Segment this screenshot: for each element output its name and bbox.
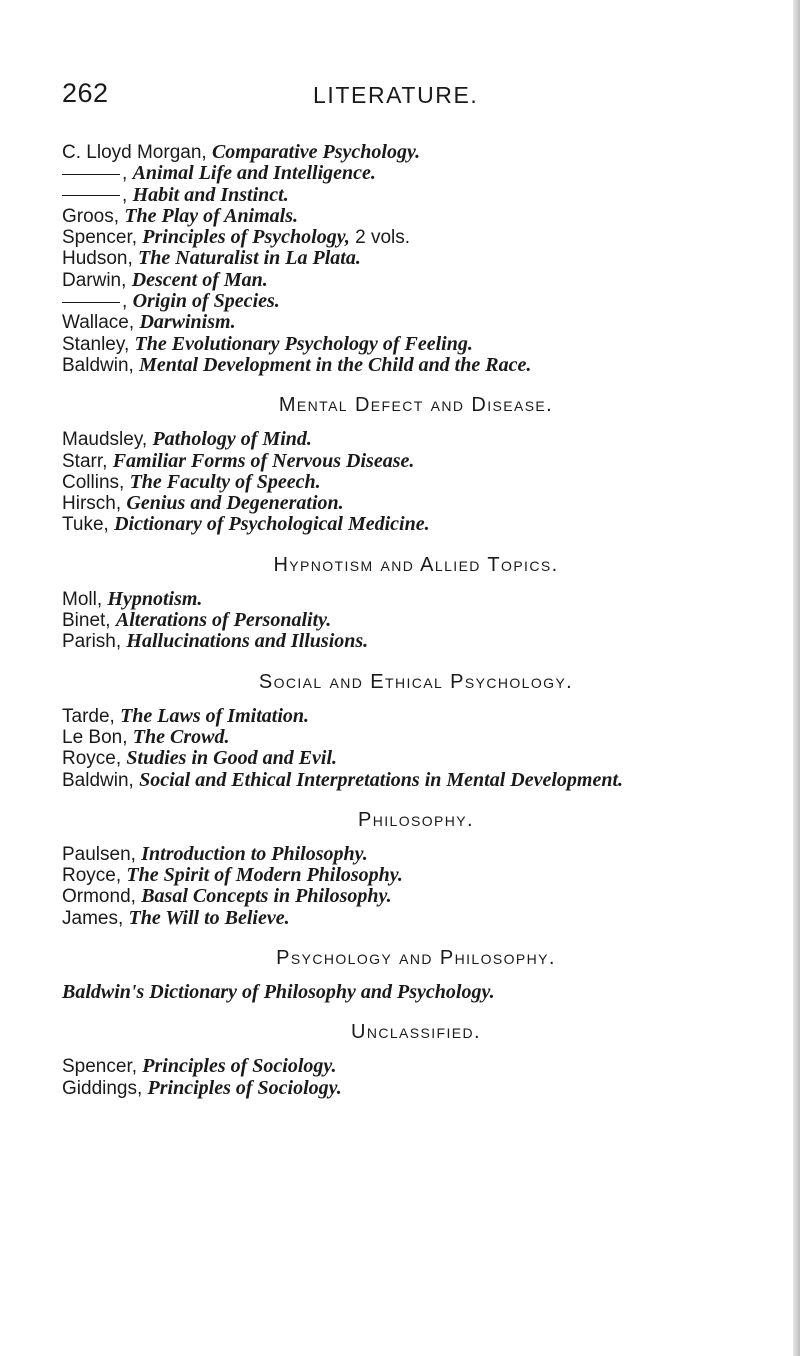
entry-author: Royce, (62, 865, 127, 887)
entry-author: Giddings, (62, 1077, 148, 1099)
entry-author: Spencer, (62, 1056, 143, 1078)
entry-author: Hudson, (62, 248, 139, 270)
bibliography-entry (62, 610, 770, 631)
running-title: LITERATURE. (313, 82, 479, 108)
bibliography-entry (62, 514, 770, 535)
entry-title: Origin of Species. (132, 290, 280, 313)
entry-author: Le Bon, (62, 726, 133, 748)
bibliography-entry (62, 291, 770, 312)
entry-author: Ormond, (62, 886, 142, 908)
bibliography-section (62, 554, 770, 653)
entry-author: James, (62, 907, 129, 929)
bibliography-entry (62, 429, 770, 450)
page-header (62, 78, 762, 118)
entry-title: The Play of Animals. (124, 204, 299, 227)
bibliography-entry (62, 163, 770, 184)
entry-title: The Naturalist in La Plata. (138, 247, 361, 270)
entry-author: Starr, (62, 450, 113, 472)
entry-title: Mental Development in the Child and the Race. (139, 353, 532, 376)
bibliography-entry (62, 706, 770, 727)
entry-author: Tuke, (62, 514, 115, 536)
bibliography-entry (62, 355, 770, 376)
bibliography-entry (62, 844, 770, 865)
section-heading: Social and Ethical Psychology. (258, 670, 574, 693)
entry-author: Binet, (62, 610, 116, 632)
entry-title: Genius and Degeneration. (126, 492, 344, 515)
bibliography-section (62, 142, 770, 376)
ditto-dash (62, 195, 120, 196)
bibliography-entry (62, 312, 770, 333)
entry-title: The Spirit of Modern Philosophy. (126, 864, 403, 887)
entry-title: Principles of Sociology. (142, 1055, 337, 1078)
entry-author: Baldwin, (62, 769, 140, 791)
section-heading: Psychology and Philosophy. (276, 947, 556, 970)
bibliography-section (62, 1021, 770, 1099)
entry-title: Social and Ethical Interpretations in Mental Development. (139, 768, 624, 791)
entry-title: Descent of Man. (131, 268, 268, 291)
entry-title: The Faculty of Speech. (129, 470, 321, 493)
bibliography-section (62, 394, 770, 535)
entry-title: Pathology of Mind. (152, 428, 312, 451)
entry-title: Basal Concepts in Philosophy. (141, 885, 392, 908)
bibliography-entry (62, 206, 770, 227)
entry-author: Tarde, (62, 705, 121, 727)
bibliography-entry (62, 631, 770, 652)
bibliography-entry (62, 451, 770, 472)
entry-separator: , (122, 184, 133, 206)
entry-title: Hallucinations and Illusions. (126, 630, 369, 653)
bibliography-list (62, 142, 770, 1099)
entry-author: Maudsley, (62, 429, 153, 451)
bibliography-entry (62, 185, 770, 206)
entry-title: The Crowd. (132, 725, 230, 748)
entry-author: Baldwin, (62, 354, 140, 376)
entry-title: Animal Life and Intelligence. (132, 162, 376, 185)
entry-title: Studies in Good and Evil. (126, 747, 338, 770)
entry-note: 2 vols. (349, 227, 411, 249)
bibliography-entry (62, 334, 770, 355)
entry-title: The Evolutionary Psychology of Feeling. (134, 332, 473, 355)
ditto-dash (62, 174, 120, 175)
section-heading: Hypnotism and Allied Topics. (273, 553, 559, 576)
bibliography-entry (62, 142, 770, 163)
entry-title: Principles of Sociology. (147, 1076, 342, 1099)
section-heading: Unclassified. (351, 1021, 481, 1044)
entry-separator: , (122, 163, 133, 185)
entry-title: Baldwin's Dictionary of Philosophy and Psychology. (62, 981, 495, 1004)
entry-title: Darwinism. (139, 311, 236, 334)
bibliography-entry (62, 589, 770, 610)
entry-author: Collins, (62, 471, 130, 493)
entry-author: Paulsen, (62, 843, 142, 865)
entry-author: Moll, (62, 588, 108, 610)
bibliography-entry (62, 270, 770, 291)
entry-title: Habit and Instinct. (132, 183, 289, 206)
entry-title: Familiar Forms of Nervous Disease. (112, 449, 415, 472)
bibliography-entry (62, 227, 770, 248)
page-number: 262 (62, 78, 109, 108)
ditto-dash (62, 302, 120, 303)
entry-title: Dictionary of Psychological Medicine. (114, 513, 430, 536)
entry-author: Hirsch, (62, 493, 127, 515)
entry-author: Parish, (62, 631, 127, 653)
entry-title: The Will to Believe. (128, 906, 290, 929)
bibliography-entry (62, 472, 770, 493)
bibliography-entry (62, 886, 770, 907)
section-heading: Philosophy. (358, 808, 474, 831)
entry-author: Stanley, (62, 333, 135, 355)
section-heading: Mental Defect and Disease. (278, 394, 554, 417)
entry-author: Spencer, (62, 227, 143, 249)
entry-title: The Laws of Imitation. (120, 704, 309, 727)
entry-author: Wallace, (62, 312, 140, 334)
bibliography-entry (62, 908, 770, 929)
entry-title: Hypnotism. (107, 587, 203, 610)
bibliography-entry (62, 493, 770, 514)
bibliography-entry (62, 748, 770, 769)
bibliography-entry (62, 865, 770, 886)
bibliography-section (62, 947, 770, 1003)
page-edge (793, 0, 800, 1356)
entry-title: Introduction to Philosophy. (141, 842, 368, 865)
entry-title: Alterations of Personality. (115, 609, 332, 632)
entry-author: Groos, (62, 205, 125, 227)
bibliography-entry (62, 982, 770, 1003)
entry-title: Comparative Psychology. (211, 141, 421, 163)
entry-author: Darwin, (62, 269, 132, 291)
bibliography-entry (62, 727, 770, 748)
entry-author: C. Lloyd Morgan, (62, 142, 212, 163)
entry-title: Principles of Psychology, (142, 226, 350, 249)
bibliography-entry (62, 770, 770, 791)
entry-separator: , (122, 291, 133, 313)
bibliography-section (62, 671, 770, 791)
bibliography-entry (62, 1056, 770, 1077)
bibliography-section (62, 809, 770, 929)
bibliography-entry (62, 248, 770, 269)
entry-author: Royce, (62, 748, 127, 770)
bibliography-entry (62, 1078, 770, 1099)
